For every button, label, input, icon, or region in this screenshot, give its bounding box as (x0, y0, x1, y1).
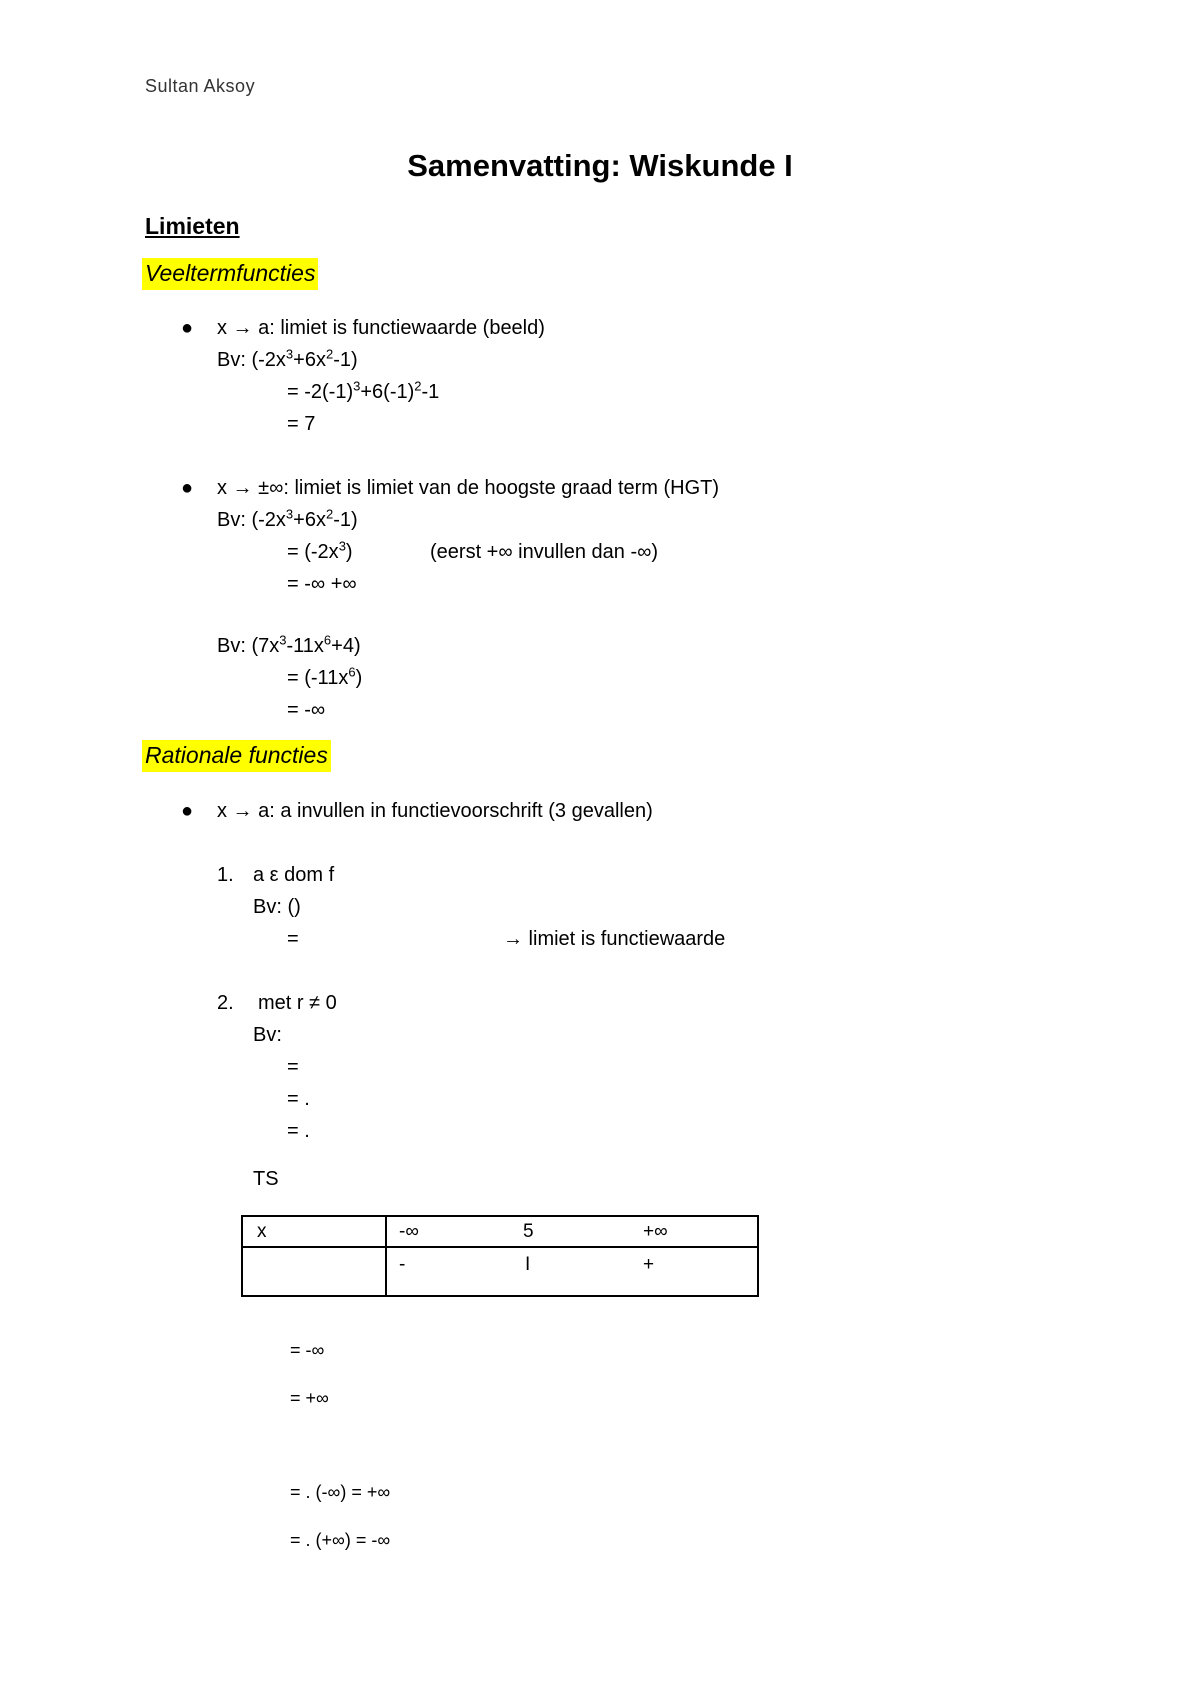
example-line: Bv: $(7x^3-11x^6+4)$ (217, 632, 361, 657)
highlighted-heading: Rationale functies (142, 740, 331, 772)
cell-value: 5 (523, 1220, 534, 1242)
table-cell: x (242, 1216, 386, 1247)
step-line: = -∞ +∞ (287, 573, 357, 595)
example-line: Bv: (253, 1024, 282, 1046)
document-title: Samenvatting: Wiskunde I (407, 148, 793, 183)
bullet-text: x → ±∞: limiet is limiet van de hoogste graad term (HGT) (217, 477, 720, 499)
table-cell (242, 1247, 386, 1296)
list-number: 2. (217, 992, 234, 1014)
step-line: = 7 (287, 413, 316, 435)
bullet-icon: ● (181, 477, 194, 499)
bullet-text: x → a: a invullen in functievoorschrift (3 gevallen) (217, 800, 653, 822)
highlighted-heading: Veeltermfuncties (142, 258, 318, 290)
subheading-veeltermfuncties (142, 260, 318, 287)
cell-value: + (643, 1254, 655, 1275)
example-line: Bv: () (253, 896, 301, 918)
case-label: a ε dom f (253, 864, 335, 886)
cell-value: - (399, 1254, 406, 1275)
note-text: (eerst +∞ invullen dan -∞) (430, 541, 659, 563)
cell-value: I (525, 1254, 531, 1275)
bullet-icon: ● (181, 317, 194, 339)
example-line: Bv: $(-2x^3+6x^2-1)$ (217, 506, 358, 531)
cell-value: +∞ (643, 1220, 668, 1242)
table-row (242, 1247, 758, 1296)
conclusion-text: → limiet is functiewaarde (503, 928, 726, 950)
step-line: = $(-11x^6)$ (287, 664, 363, 689)
case-label: met r ≠ 0 (258, 992, 337, 1014)
step-line: = $(-2x^3)$ (287, 538, 353, 563)
result-line: = . (-∞) = +∞ (290, 1482, 391, 1502)
list-number: 1. (217, 864, 234, 886)
step-line: = (287, 1056, 299, 1078)
step-line: = . (287, 1120, 310, 1142)
subheading-rationale-functies (142, 742, 331, 769)
section-heading-limieten: Limieten (145, 213, 240, 239)
step-line: = $-2(-1)^3+6(-1)^2-1$ (287, 378, 440, 403)
step-line: = -∞ (287, 699, 326, 721)
table-cell (386, 1247, 758, 1296)
sign-table (241, 1215, 759, 1297)
step-line: = (287, 928, 299, 950)
cell-value: -∞ (399, 1220, 419, 1242)
bullet-text: x → a: limiet is functiewaarde (beeld) (217, 317, 545, 339)
example-line: Bv: $(-2x^3+6x^2-1)$ (217, 346, 358, 371)
result-line: = +∞ (290, 1388, 329, 1408)
step-line: = . (287, 1088, 310, 1110)
ts-label: TS (253, 1168, 279, 1190)
table-row (242, 1216, 758, 1247)
table-cell (386, 1216, 758, 1247)
result-line: = . (+∞) = -∞ (290, 1530, 391, 1550)
bullet-icon: ● (181, 800, 194, 822)
author-name: Sultan Aksoy (145, 76, 256, 96)
result-line: = -∞ (290, 1340, 325, 1360)
